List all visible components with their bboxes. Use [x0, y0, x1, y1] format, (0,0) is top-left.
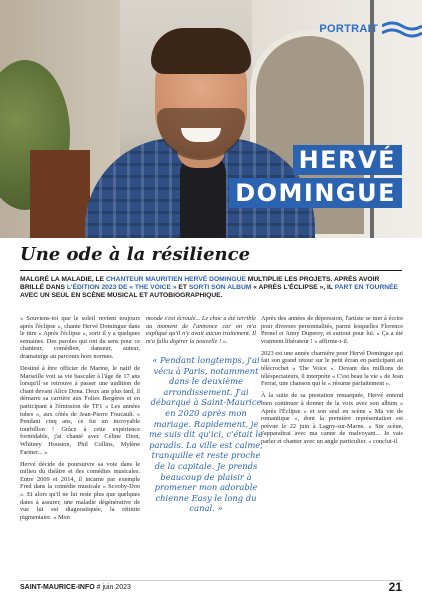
- footer-divider: [20, 580, 402, 581]
- lede-highlight: CHANTEUR MAURITIEN HERVÉ DOMINGUE: [105, 276, 246, 283]
- pull-quote: « Pendant longtemps, j'ai vécu à Paris, notamment dans le deuxième arrondissement. J'ai débarqué à Saint-Maurice en 2020 après mon mariage. Rapidement, je me suis dit qu'ici, c'était le paradis. La ville est calme, tranquille et reste proche de la capitale. Je prends beaucoup de plaisir à promener mon adorable chienne Easy le long du canal. »: [148, 355, 264, 514]
- paragraph: À la suite de sa prestation remarquée, Hervé entend bien continuer à donner de la voix avec son album « Après l'Éclipse » et son seul en scène « Ma vie de romantique », dont la première représentation est prévue le 22 juin à Lagny-sur-Marne. « Sur scène, j'apparaîtrai avec ma canne de malvoyant... Je vais parler et chanter avec un angle particulier. » conclut-il.: [261, 392, 403, 445]
- name-last: DOMINGUE: [229, 178, 402, 208]
- headline-divider: [20, 270, 402, 271]
- lede-highlight: SORTI SON ALBUM: [188, 284, 252, 292]
- wooden-door: [30, 150, 90, 238]
- article-headline: Une ode à la résilience: [20, 244, 251, 265]
- article-lede: [20, 276, 404, 301]
- section-tag: [319, 18, 422, 40]
- name-banner: [229, 145, 402, 211]
- lede-segment: MALGRÉ LA MALADIE, LE: [20, 276, 106, 283]
- column-middle-top: [146, 315, 256, 350]
- column-right: [261, 315, 403, 450]
- paragraph: Après des années de dépression, l'artiste se met à écrire pour diverses personnalités, parmi lesquelles Florence Pernel et Anny Duperey, et surtout pour lui. « Ça a été vraiment libérateur ! » affirme-t-il.: [261, 315, 403, 345]
- lede-segment: « APRÈS L'ÉCLIPSE », IL: [251, 284, 335, 292]
- paragraph: Destiné à être officier de Marine, le natif de Marseille voit sa vie basculer à l'âge de 17 ans lorsqu'il se retrouve à passer une audition de chant devant Alice Dona. Deux ans plus tard, il démarre sa carrière aux Folies Bergères et en participant à l'émission de TF1 « Les années tubes », aux côtés de Jean-Pierre Foucault. « Pendant cinq ans, ce fut un incroyable tourbillon ! Grâce à cette expérience formidable, j'ai chanté avec Céline Dion, Whitney Houston, Phil Collins, Mylène Farmer... »: [20, 365, 140, 456]
- paragraph: 2023 est une année charnière pour Hervé Domingue qui fait son grand retour sur le petit écran en participant au télécrochet « The Voice ». Devant des millions de téléspectateurs, il interprète « C'est beau la vie » de Jean Ferrat, une chanson qui le « résume parfaitement ».: [261, 349, 403, 388]
- name-first: HERVÉ: [293, 145, 402, 175]
- lede-segment: ET: [176, 284, 189, 292]
- waves-icon: [382, 18, 422, 40]
- hair: [151, 28, 251, 74]
- lede-highlight: PART EN TOURNÉE: [334, 284, 399, 292]
- section-tag-label: PORTRAIT: [319, 23, 378, 35]
- footer: [20, 584, 131, 591]
- paragraph: Hervé décide de poursuivre sa voie dans le milieu du théâtre et des comédies musicales. Entre 2009 et 2014, il incarne par exemple Fred dans la comédie musicale « Scooby-Doo ». Et alors qu'il ne lui reste plus que quelques dates à assurer, une maladie dégénérative de vue lui est diagnostiquée, la rétinite pigmentaire. « Mon: [20, 460, 140, 521]
- page-number: 21: [388, 580, 402, 594]
- paragraph: « Souviens-toi que le soleil revient toujours après l'éclipse », chante Hervé Domingue dans le titre « Après l'éclipse », sorti il y a quelques semaines. Des paroles qui ont du sens pour ce chanteur, comédien, danseur, auteur, dramaturge au parcours hors normes.: [20, 315, 140, 360]
- column-left: [20, 315, 140, 526]
- footer-brand: SAINT-MAURICE-INFO: [20, 584, 95, 591]
- lede-highlight: L'ÉDITION 2023 DE « THE VOICE »: [66, 284, 177, 292]
- lede-segment: MULTIPLIE LES PROJETS. APRÈS AVOIR BRILLÉ DANS: [20, 276, 380, 292]
- footer-issue: # juin 2023: [94, 584, 131, 591]
- lede-segment: AVEC UN SEUL EN SCÈNE MUSICAL ET AUTOBIOGRAPHIQUE.: [20, 292, 223, 300]
- paragraph: monde s'est écroulé... Le choc a été terrible au moment de l'annonce car on m'a expliqué qu'il n'y avait aucun traitement. Il m'a fallu digérer la nouvelle ! ».: [146, 315, 256, 345]
